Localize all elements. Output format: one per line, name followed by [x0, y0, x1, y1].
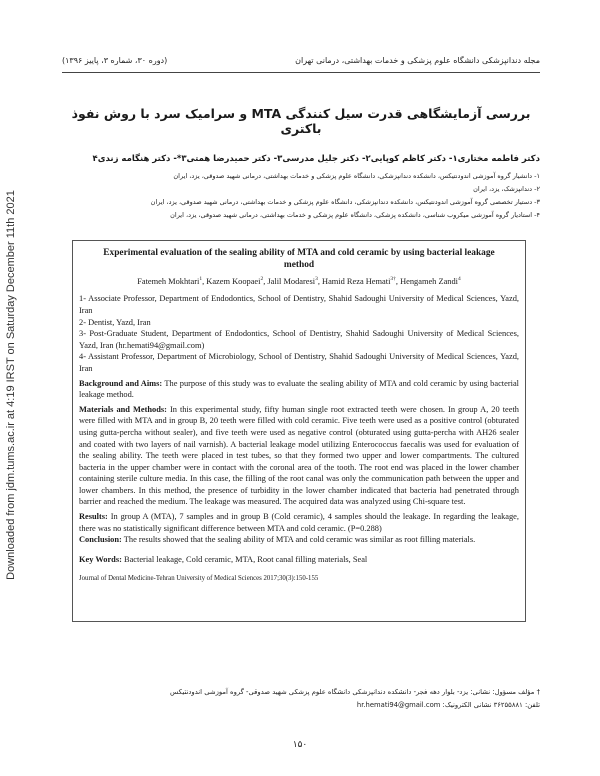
author-name: Fatemeh Mokhtari — [137, 276, 200, 286]
english-affiliations — [79, 293, 519, 374]
background-label: Background and Aims: — [79, 378, 163, 388]
english-affiliation-1: 1- Associate Professor, Department of Endodontics, School of Dentistry, Shahid Sadoughi University of Medical Sciences, Yazd, Iran — [79, 294, 519, 315]
results-section — [79, 511, 519, 534]
background-section — [79, 378, 519, 401]
header-rule — [62, 72, 540, 73]
author-sup: 2 — [260, 276, 264, 282]
english-affiliation-3: 3- Post-Graduate Student, Department of Endodontics, School of Dentistry, Shahid Sadoughi University of Medical Sciences, Yazd, Iran (hr.hemati94@gmail.com) — [79, 329, 519, 350]
page-number: ۱۵۰ — [292, 740, 308, 750]
persian-authors: دکتر فاطمه مختاری۱- دکتر کاظم کوپایی۲- دکتر جلیل مدرسی۳- دکتر حمیدرضا همتی۳*- دکتر هنگامه زندی۴ — [92, 154, 540, 164]
keywords-label: Key Words: — [79, 554, 122, 564]
english-affiliation-4: 4- Assistant Professor, Department of Microbiology, School of Dentistry, Shahid Sadoughi University of Medical Sciences, Yazd, Iran — [79, 352, 519, 373]
issue-info: (دوره ۳۰، شماره ۳، پاییز ۱۳۹۶) — [62, 56, 168, 65]
persian-title: بررسی آزمایشگاهی قدرت سیل کنندگی MTA و سرامیک سرد با روش نفوذ باکتری — [71, 106, 531, 136]
results-label: Results: — [79, 512, 108, 522]
keywords-section — [79, 554, 519, 566]
english-title: Experimental evaluation of the sealing ability of MTA and cold ceramic by using bacterial leakage method — [103, 248, 495, 270]
persian-affiliation-4: ۴- استادیار گروه آموزشی میکروب شناسی، دانشکده پزشکی، دانشگاه علوم پزشکی و خدمات بهداشتی، درمانی شهید صدوقی، یزد، ایران — [170, 211, 540, 219]
conclusion-text: The results showed that the sealing ability of MTA and cold ceramic was similar as root filling materials. — [121, 535, 476, 545]
journal-reference: Journal of Dental Medicine-Tehran University of Medical Sciences 2017;30(3):150-155 — [79, 575, 319, 583]
results-text: In group A (MTA), 7 samples and in group B (Cold ceramic), 4 samples should the leakage. In regarding the leakage, there was no statistically significant difference between MTA and cold ceramic. (P=0.288) — [79, 512, 519, 533]
keywords-text: Bacterial leakage, Cold ceramic, MTA, Root canal filling materials, Seal — [121, 554, 368, 564]
author-name: Hengameh Zandi — [400, 276, 458, 286]
footnote — [62, 686, 540, 712]
persian-affiliation-3: ۳- دستیار تخصصی گروه آموزشی اندودنتیکس، دانشکده دندانپزشکی، دانشگاه علوم پزشکی و خدمات بهداشتی، درمانی شهید صدوقی، یزد، ایران — [150, 198, 540, 206]
running-header — [62, 56, 540, 65]
author-sup: 3† — [390, 276, 396, 282]
persian-affiliation-2: ۲- دندانپزشک، یزد، ایران — [473, 185, 540, 193]
english-abstract-box — [72, 240, 526, 622]
methods-text: In this experimental study, fifty human single root extracted teeth were chosen. In group A, 20 teeth were filled with MTA and in group B, 20 teeth were filled with cold ceramic. Five teeth were used as a positive control (obturated using gutta-percha without sealer), and five teeth were used as negative control (obturated using gutta-percha with AH26 sealer and coated with two layers of nail varnish). A bacterial leakage model utilizing Enterococcus faecalis was used for evaluation of the sealing ability. The teeth were placed in test tubes, so that they formed two upper and lower compartments. The cultured bacteria in the upper chamber were in contact with the coronal area of the tooth. The root end was placed in the lower chamber containing sterile culture media. In this case, the filling of the root canal was only the communication path between the upper and lower chambers. In this method, the presence of turbidity in the lower chamber indicated that bacteria had penetrated through barrier and reached the medium. The leakage was measured. The acquired data was analyzed using Chi-square test. — [79, 404, 519, 507]
author-name: Hamid Reza Hemati — [322, 276, 391, 286]
conclusion-label: Conclusion: — [79, 535, 122, 545]
author-sup: 4 — [458, 276, 461, 282]
author-sup: 1 — [199, 276, 203, 282]
footnote-address: † مؤلف مسؤول: نشانی: یزد- بلوار دهه فجر- دانشکده دندانپزشکی دانشگاه علوم پزشکی شهید صدوقی- گروه آموزشی اندودنتیکس — [169, 688, 540, 696]
methods-label: Materials and Methods: — [79, 404, 167, 414]
persian-affiliations — [62, 170, 540, 222]
download-stamp — [2, 150, 20, 620]
english-authors: Fatemeh Mokhtari$^1$, Kazem Koopaei$^2$, Jalil Modaresi$^3$, Hamid Reza Hemati$^{3\dagger}$, Hengameh Zandi$^4$ — [137, 276, 461, 286]
author-sup: 3 — [315, 276, 318, 282]
author-name: Kazem Koopaei — [206, 276, 261, 286]
journal-name: مجله دندانپزشکی دانشگاه علوم پزشکی و خدمات بهداشتی، درمانی تهران — [295, 56, 540, 65]
english-affiliation-2: 2- Dentist, Yazd, Iran — [79, 317, 151, 327]
download-stamp-text: Downloaded from jdm.tums.ac.ir at 4:19 IRST on Saturday December 11th 2021 — [5, 190, 17, 580]
persian-affiliation-1: ۱- دانشیار گروه آموزشی اندودنتیکس، دانشکده دندانپزشکی، دانشگاه علوم پزشکی و خدمات بهداشتی، درمانی شهید صدوقی، یزد، ایران — [173, 172, 540, 180]
background-text: The purpose of this study was to evaluate the sealing ability of MTA and cold ceramic by using bacterial leakage method. — [79, 378, 519, 400]
methods-section — [79, 404, 519, 508]
conclusion-section — [79, 534, 519, 546]
author-name: Jalil Modaresi — [267, 276, 316, 286]
footnote-contact: تلفن: ۳۶۲۵۵۸۸۱ نشانی الکترونیک: hr.hemati94@gmail.com — [356, 701, 540, 709]
